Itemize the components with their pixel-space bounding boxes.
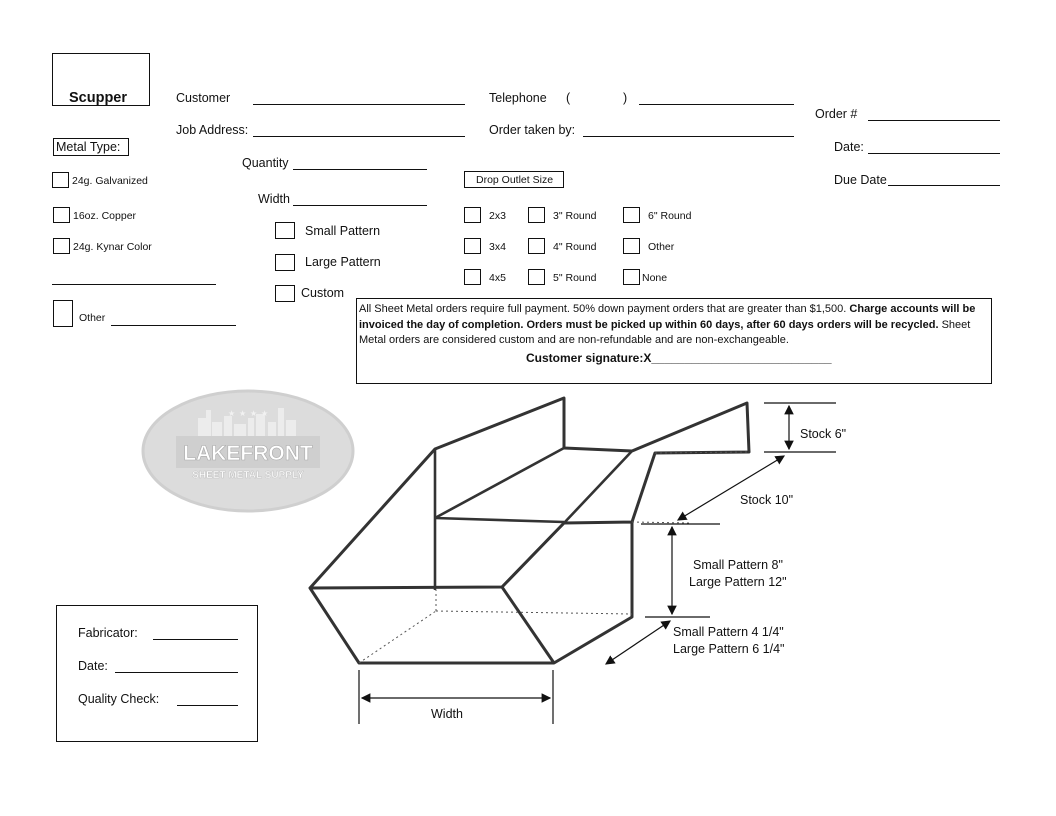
scupper-outline xyxy=(310,398,749,663)
outlet-2x3-label: 2x3 xyxy=(489,210,506,222)
outlet-5-round-label: 5" Round xyxy=(553,272,597,284)
customer-signature-line[interactable]: Customer signature:X___________________________ xyxy=(526,350,832,365)
fabricator-field[interactable] xyxy=(153,639,238,640)
outlet-4x5-label: 4x5 xyxy=(489,272,506,284)
telephone-paren-close: ) xyxy=(623,91,628,105)
qc-date-field[interactable] xyxy=(115,672,238,673)
terms-text: All Sheet Metal orders require full payment. 50% down payment orders that are greater than $1,500. xyxy=(359,303,847,315)
stock-10-label: Stock 10" xyxy=(740,493,794,507)
logo-name: LAKEFRONT xyxy=(183,442,313,465)
custom-pattern-label: Custom xyxy=(301,286,345,300)
job-address-label: Job Address: xyxy=(176,123,249,137)
metal-galvanized-label: 24g. Galvanized xyxy=(72,175,148,187)
terms-text-2: Sheet Metal orders are considered custom and are non-refundable and are non-exchangeable. xyxy=(359,318,971,346)
svg-text:★: ★ xyxy=(250,409,258,418)
large-pattern-12-label: Large Pattern 12" xyxy=(689,575,787,589)
small-pattern-label: Small Pattern xyxy=(305,224,381,238)
scupper-front-edge xyxy=(502,587,554,663)
outlet-3-round-label: 3" Round xyxy=(553,210,597,222)
small-pattern-8-label: Small Pattern 8" xyxy=(693,558,783,572)
scupper-upper-diagonal xyxy=(435,448,564,518)
date-label: Date: xyxy=(834,140,864,154)
metal-type-title: Metal Type: xyxy=(56,140,121,154)
large-pattern-6-label: Large Pattern 6 1/4" xyxy=(673,642,785,656)
svg-text:★: ★ xyxy=(228,409,236,418)
outlet-3x4-label: 3x4 xyxy=(489,241,506,253)
metal-kynar-label: 24g. Kynar Color xyxy=(73,241,152,253)
scupper-inner-top xyxy=(435,518,564,522)
width-label: Width xyxy=(258,192,290,206)
small-pattern-4-label: Small Pattern 4 1/4" xyxy=(673,625,784,639)
fabricator-label: Fabricator: xyxy=(78,626,138,640)
due-date-label: Due Date xyxy=(834,173,887,187)
scupper-main-edges xyxy=(310,398,749,663)
outlet-none-label: None xyxy=(642,272,668,284)
metal-other-label: Other xyxy=(79,312,106,324)
outlet-other-label: Other xyxy=(648,241,675,253)
large-pattern-label: Large Pattern xyxy=(305,255,381,269)
outlet-6-round-label: 6" Round xyxy=(648,210,692,222)
quality-check-field[interactable] xyxy=(177,705,238,706)
svg-text:★: ★ xyxy=(239,409,247,418)
quantity-label: Quantity xyxy=(242,156,289,170)
terms-bold-text: Charge accounts will be invoiced the day of completion. Orders must be picked up within 60 days, after 60 days orders will be recycled. xyxy=(359,303,976,331)
drop-outlet-title: Drop Outlet Size xyxy=(476,174,554,186)
svg-text:★: ★ xyxy=(261,409,269,418)
logo-tagline: SHEET METAL SUPPLY xyxy=(192,470,304,481)
telephone-label: Telephone xyxy=(489,91,547,105)
order-number-label: Order # xyxy=(815,107,858,121)
customer-label: Customer xyxy=(176,91,231,105)
qc-date-label: Date: xyxy=(78,659,108,673)
form-title: Scupper xyxy=(69,90,128,106)
width-dimension-label: Width xyxy=(431,707,463,721)
quality-check-label: Quality Check: xyxy=(78,692,160,706)
outlet-4-round-label: 4" Round xyxy=(553,241,597,253)
stock-6-label: Stock 6" xyxy=(800,427,847,441)
metal-copper-label: 16oz. Copper xyxy=(73,210,137,222)
quality-control-box xyxy=(56,605,258,742)
telephone-paren-open: ( xyxy=(566,91,571,105)
order-taken-by-label: Order taken by: xyxy=(489,123,576,137)
